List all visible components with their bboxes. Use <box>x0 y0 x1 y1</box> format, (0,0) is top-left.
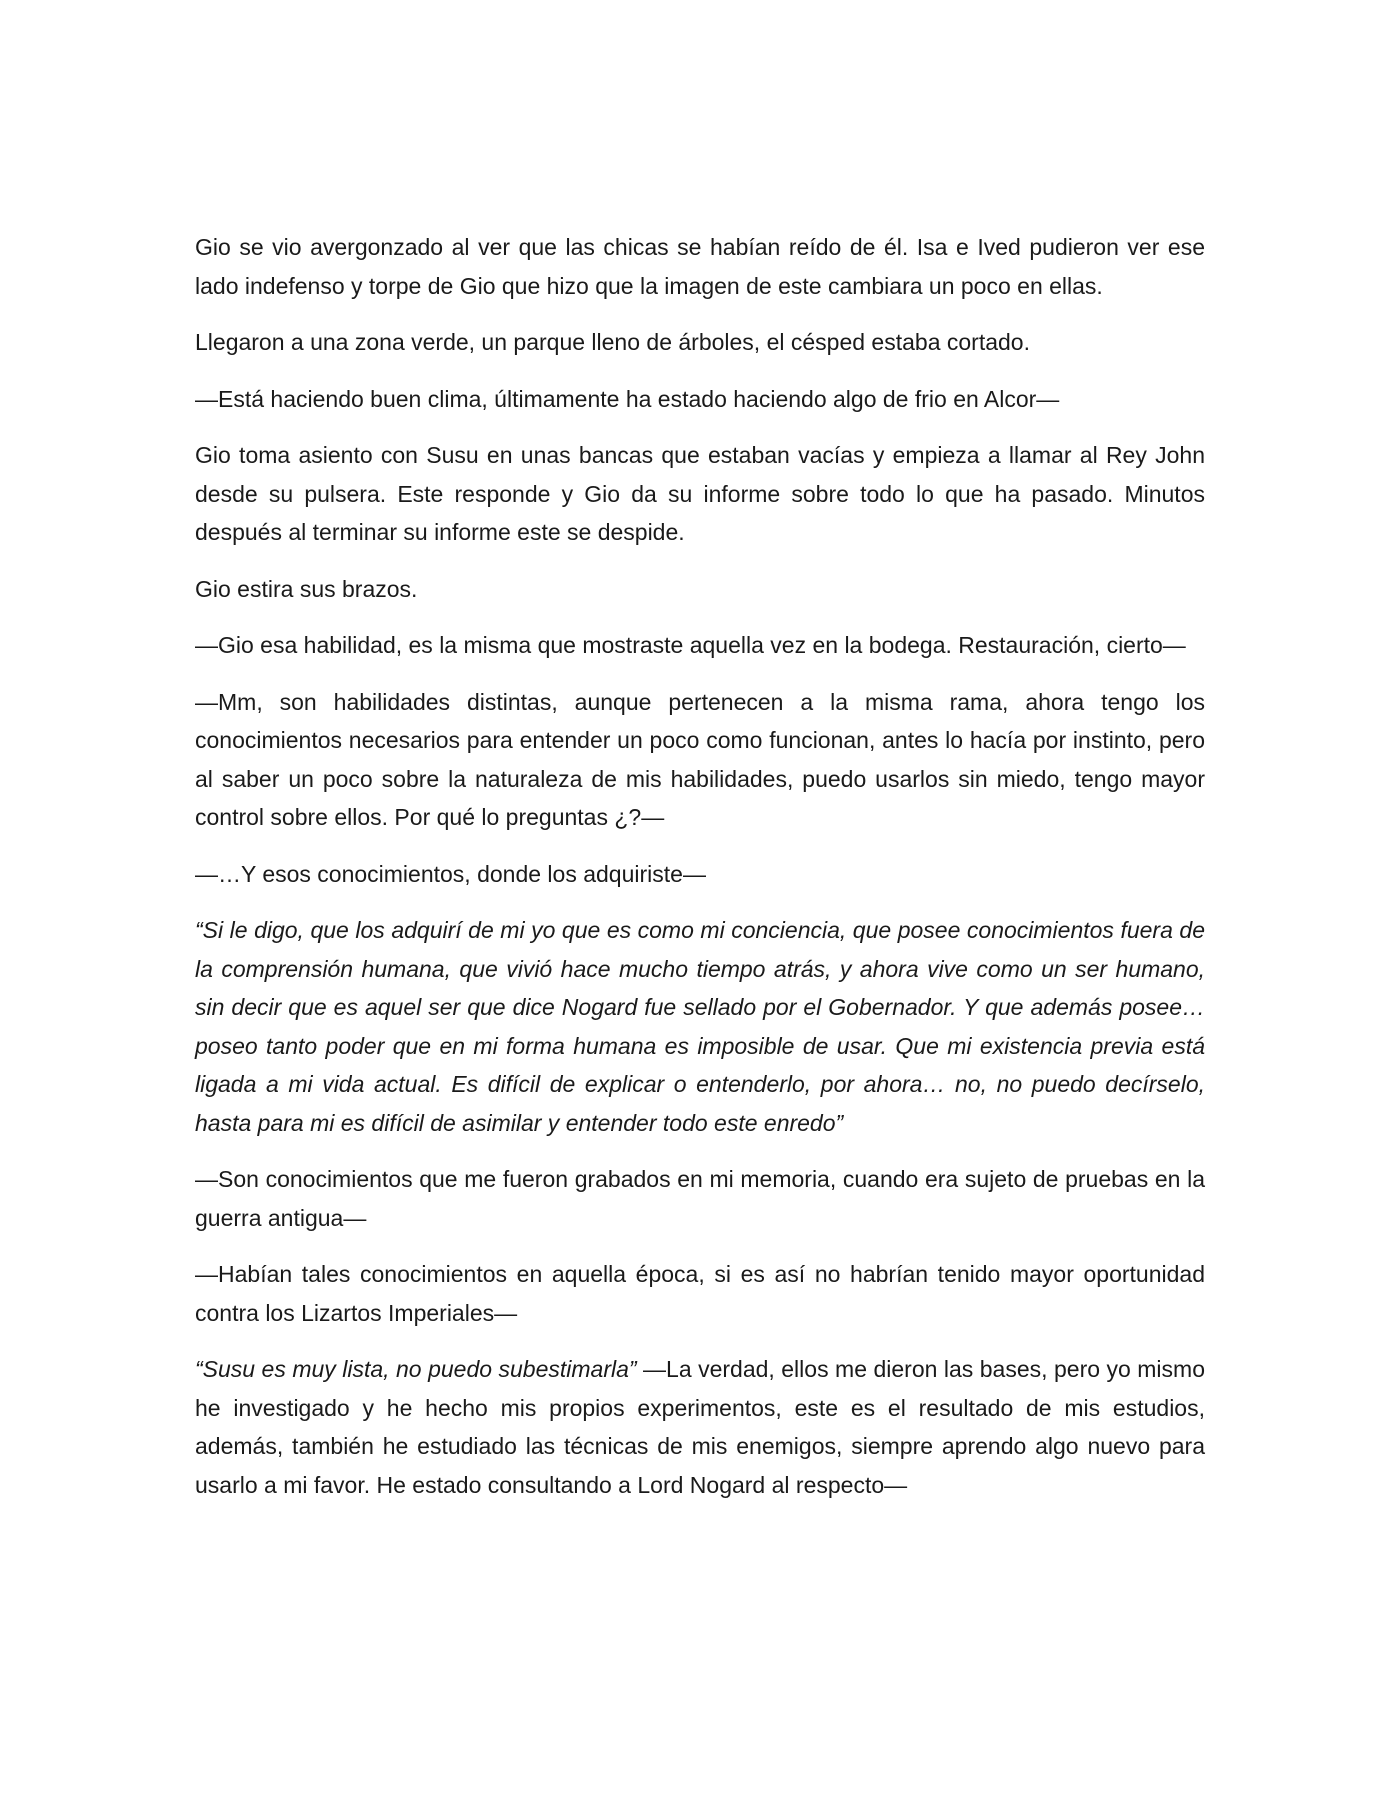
paragraph: Gio toma asiento con Susu en unas bancas que estaban vacías y empieza a llamar al Rey John desde su pulsera. Este responde y Gio da su informe sobre todo lo que ha pasado. Minutos después al terminar su informe este se despide. <box>195 442 1205 545</box>
mixed-paragraph <box>195 1350 1205 1504</box>
dialogue-text: —La verdad, ellos me dieron las bases, pero yo mismo he investigado y he hecho mis propios experimentos, este es el resultado de mis estudios, además, también he estudiado las técnicas de mis enemigos, siempre aprendo algo nuevo para usarlo a mi favor. He estado consultando a Lord Nogard al respecto— <box>195 1356 1205 1498</box>
dialogue-paragraph: —Mm, son habilidades distintas, aunque pertenecen a la misma rama, ahora tengo los conocimientos necesarios para entender un poco como funcionan, antes lo hacía por instinto, pero al saber un poco sobre la naturaleza de mis habilidades, puedo usarlos sin miedo, tengo mayor control sobre ellos. Por qué lo preguntas ¿?— <box>195 688 1205 830</box>
document-body <box>195 228 1205 1522</box>
dialogue-paragraph: —Son conocimientos que me fueron grabados en mi memoria, cuando era sujeto de pruebas en la guerra antigua— <box>195 1166 1205 1231</box>
inner-thought-text: “Susu es muy lista, no puedo subestimarla” <box>195 1356 637 1382</box>
dialogue-paragraph: —…Y esos conocimientos, donde los adquiriste— <box>195 860 706 887</box>
dialogue-paragraph: —Habían tales conocimientos en aquella época, si es así no habrían tenido mayor oportunidad contra los Lizartos Imperiales— <box>195 1261 1205 1326</box>
dialogue-paragraph: —Está haciendo buen clima, últimamente ha estado haciendo algo de frio en Alcor— <box>195 385 1060 412</box>
dialogue-paragraph: —Gio esa habilidad, es la misma que mostraste aquella vez en la bodega. Restauración, cierto— <box>195 632 1186 658</box>
paragraph: Gio se vio avergonzado al ver que las chicas se habían reído de él. Isa e Ived pudieron ver ese lado indefenso y torpe de Gio que hizo que la imagen de este cambiara un poco en ellas. <box>195 234 1205 299</box>
inner-thought-paragraph: “Si le digo, que los adquirí de mi yo que es como mi conciencia, que posee conocimientos fuera de la comprensión humana, que vivió hace mucho tiempo atrás, y ahora vive como un ser humano, sin decir que es aquel ser que dice Nogard fue sellado por el Gobernador. Y que además posee… poseo tanto poder que en mi forma humana es imposible de usar. Que mi existencia previa está ligada a mi vida actual. Es difícil de explicar o entenderlo, por ahora… no, no puedo decírselo, hasta para mi es difícil de asimilar y entender todo este enredo” <box>195 917 1205 1136</box>
paragraph: Gio estira sus brazos. <box>195 575 418 602</box>
paragraph: Llegaron a una zona verde, un parque lleno de árboles, el césped estaba cortado. <box>195 329 1030 355</box>
